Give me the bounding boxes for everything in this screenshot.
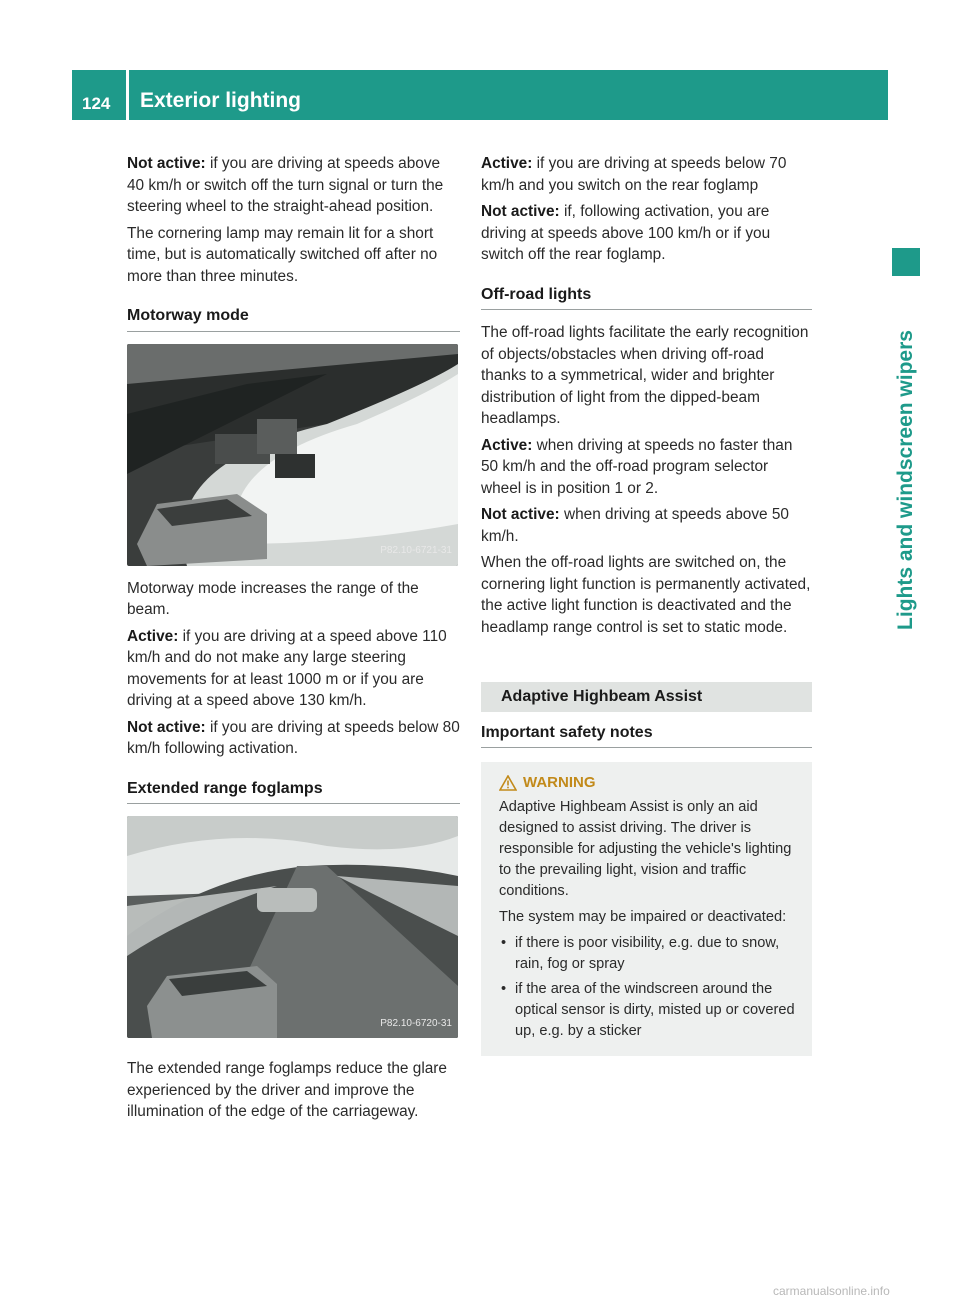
side-tab-marker (892, 248, 920, 276)
rear-foglamp-not-active: Not active: if, following activation, you are driving at speeds above 100 km/h or if you switch off the rear foglamp. (481, 203, 771, 263)
motorway-not-active: Not active: if you are driving at speeds below 80 km/h following activation. (127, 718, 460, 757)
right-column (481, 153, 812, 1056)
warning-bullet-list (499, 933, 802, 1042)
foglamps-heading: Extended range foglamps (127, 778, 460, 805)
watermark: carmanualsonline.info (773, 1284, 890, 1298)
list-item: • if the area of the windscreen around the optical sensor is dirty, misted up or covered up, e.g. by a sticker (499, 979, 802, 1042)
offroad-active: Active: when driving at speeds no faster than 50 km/h and the off-road program selector wheel is in position 1 or 2. (481, 436, 793, 497)
figure-code: P82.10-6721-31 (380, 545, 452, 556)
motorway-description: Motorway mode increases the range of the beam. (127, 579, 419, 618)
figure-code: P82.10-6720-31 (380, 1017, 452, 1029)
foglamps-illustration (127, 816, 458, 1038)
header-divider (126, 70, 129, 120)
warning-box (481, 762, 812, 1056)
motorway-mode-illustration (127, 344, 458, 566)
list-item: • if there is poor visibility, e.g. due to snow, rain, fog or spray (499, 933, 802, 975)
page-title: Exterior lighting (140, 89, 302, 112)
safety-notes-heading: Important safety notes (481, 722, 812, 749)
foglamps-description: The extended range foglamps reduce the glare experienced by the driver and improve the illumination of the edge of the carriageway. (127, 1060, 447, 1120)
left-column (127, 153, 460, 1128)
page-number: 124 (82, 94, 111, 113)
chapter-side-label: Lights and windscreen wipers (894, 330, 917, 630)
warning-triangle-icon (499, 775, 517, 791)
cornering-not-active: Not active: if you are driving at speeds above 40 km/h or switch off the turn signal or turn the steering wheel to the straight-ahead position. (127, 155, 444, 215)
motorway-active: Active: if you are driving at a speed above 110 km/h and do not make any large steering movements for at least 1000 m or if you are driving at a speed above 130 km/h. (127, 627, 447, 709)
warning-impaired-intro: The system may be impaired or deactivated: (499, 909, 787, 925)
motorway-mode-heading: Motorway mode (127, 305, 460, 332)
offroad-note: When the off-road lights are switched on, the cornering light function is permanently activated, the active light function is deactivated and the headlamp range control is set to static mode. (481, 554, 811, 636)
rear-foglamp-active: Active: if you are driving at speeds below 70 km/h and you switch on the rear foglamp (481, 155, 787, 194)
offroad-not-active: Not active: when driving at speeds above 50 km/h. (481, 506, 789, 545)
offroad-heading: Off-road lights (481, 284, 812, 311)
offroad-description: The off-road lights facilitate the early recognition of objects/obstacles when driving off-road thanks to a symmetrical, wider and brighter distribution of light from the dipped-beam headlamps. (481, 324, 809, 427)
warning-title: WARNING (499, 772, 802, 793)
section-title-band: Adaptive Highbeam Assist (481, 682, 812, 712)
warning-text: Adaptive Highbeam Assist is only an aid designed to assist driving. The driver is responsible for adjusting the vehicle's lighting to the prevailing light, vision and traffic conditions. (499, 799, 792, 899)
cornering-note: The cornering lamp may remain lit for a short time, but is automatically switched off after no more than three minutes. (127, 224, 438, 285)
